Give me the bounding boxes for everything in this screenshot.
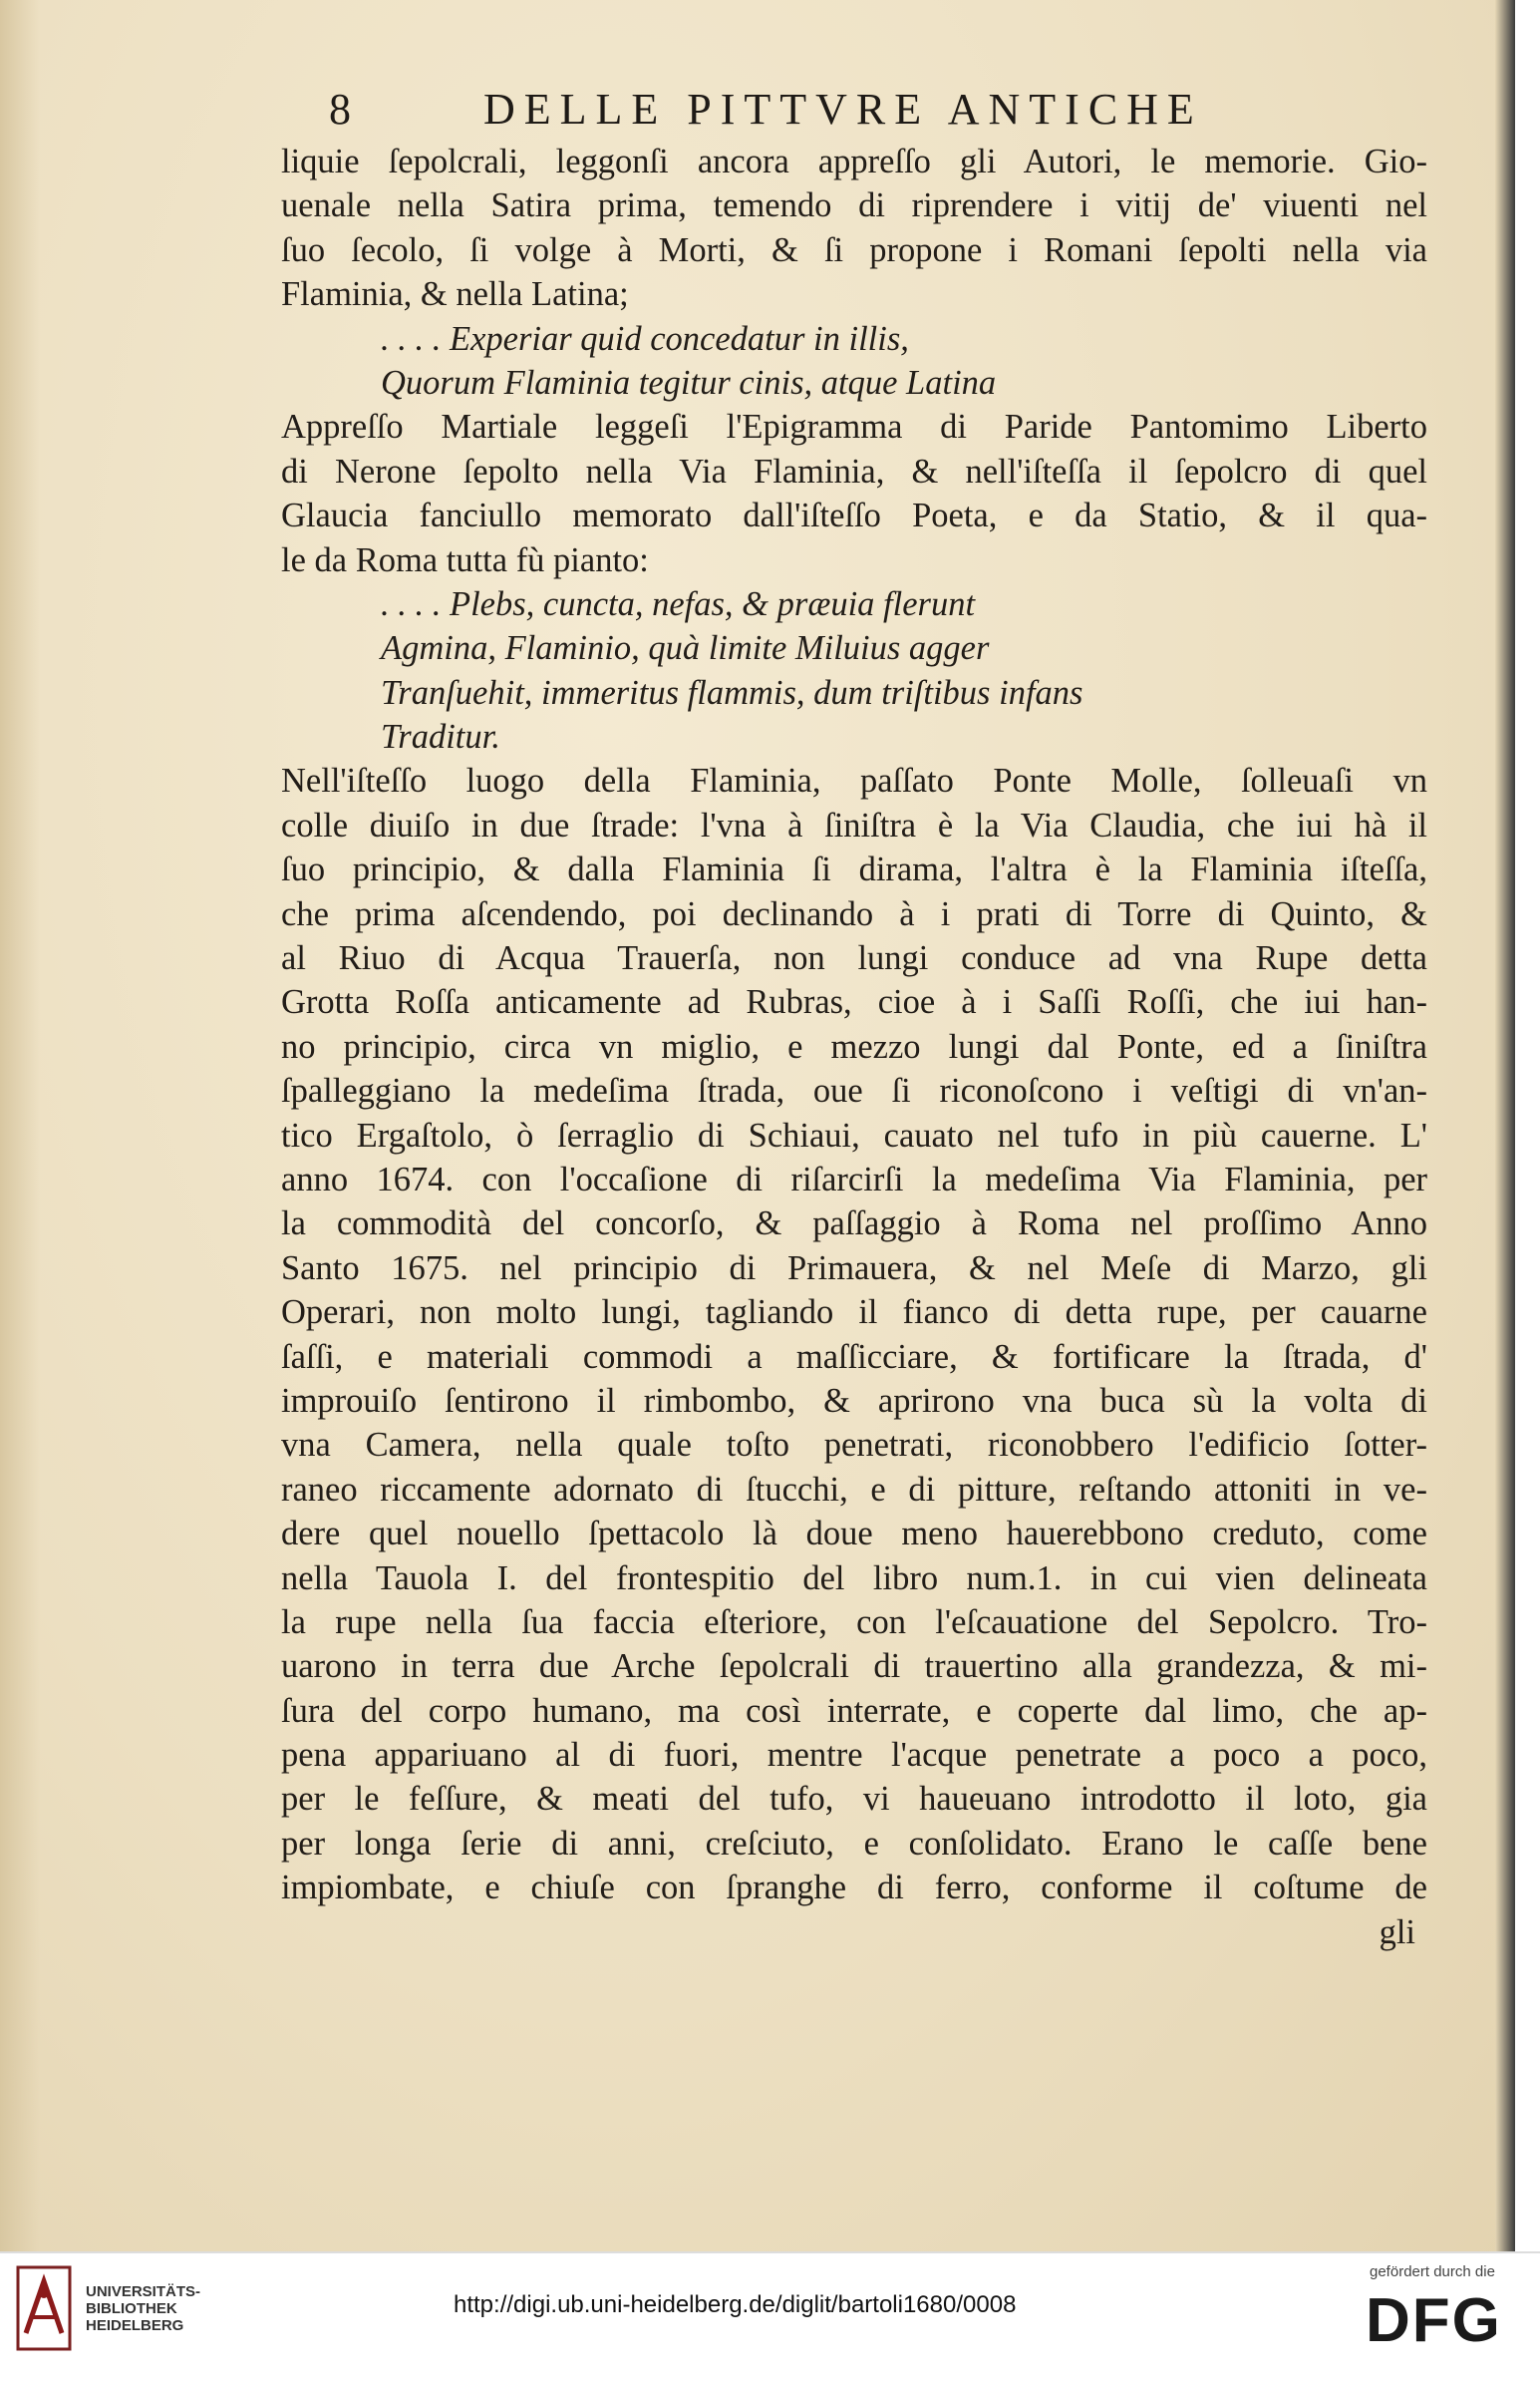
- text-line: . . . . Plebs, cuncta, nefas, & præuia flerunt: [381, 584, 976, 623]
- text-line: Agmina, Flaminio, quà limite Miluius agger: [381, 629, 990, 668]
- text-line: Appreſſo Martiale leggeſi l'Epigramma di Paride Pantomimo Liberto: [281, 408, 1427, 447]
- text-line: Nell'iſteſſo luogo della Flaminia, paſſato Ponte Molle, ſolleuaſi vn: [281, 762, 1427, 801]
- permalink-url[interactable]: http://digi.ub.uni-heidelberg.de/diglit/bartoli1680/0008: [454, 2291, 1017, 2318]
- library-name: [86, 2283, 200, 2334]
- text-line: per longa ſerie di anni, creſciuto, e conſolidato. Erano le caſſe bene: [281, 1824, 1427, 1863]
- text-line: Glaucia fanciullo memorato dall'iſteſſo Poeta, e da Statio, & il qua-: [281, 497, 1427, 535]
- text-line: colle diuiſo in due ſtrade: l'vna à ſiniſtra è la Via Claudia, che iui hà il: [281, 806, 1427, 845]
- text-line: nella Tauola I. del frontespitio del libro num.1. in cui vien delineata: [281, 1558, 1427, 1597]
- text-line: Santo 1675. nel principio di Primauera, & nel Meſe di Marzo, gli: [281, 1248, 1427, 1287]
- dfg-logo[interactable]: DFG: [1366, 2286, 1502, 2355]
- text-line: . . . . Experiar quid concedatur in illis,: [381, 319, 909, 358]
- text-line: ſaſſi, e materiali commodi a maſſicciare, & fortificare la ſtrada, d': [281, 1337, 1427, 1376]
- text-line: Grotta Roſſa anticamente ad Rubras, cioe à i Saſſi Roſſi, che iui han-: [281, 983, 1427, 1022]
- text-line: Traditur.: [381, 718, 500, 757]
- text-line: uenale nella Satira prima, temendo di riprendere i vitij de' viuenti nel: [281, 186, 1427, 225]
- text-line: che prima aſcendendo, poi declinando à i prati di Torre di Quinto, &: [281, 894, 1427, 933]
- text-line: al Riuo di Acqua Trauerſa, non lungi conduce ad vna Rupe detta: [281, 939, 1427, 978]
- library-name-line: HEIDELBERG: [86, 2317, 184, 2334]
- text-line: Flaminia, & nella Latina;: [281, 275, 629, 314]
- text-line: impiombate, e chiuſe con ſpranghe di ferro, conforme il coſtume de: [281, 1869, 1427, 1907]
- text-line: per le feſſure, & meati del tufo, vi haueuano introdotto il loto, gia: [281, 1780, 1427, 1819]
- text-line: Quorum Flaminia tegitur cinis, atque Latina: [381, 363, 997, 402]
- text-line: raneo riccamente adornato di ſtucchi, e di pitture, reſtando attoniti in ve-: [281, 1470, 1427, 1509]
- text-line: Operari, non molto lungi, tagliando il fianco di detta rupe, per cauarne: [281, 1293, 1427, 1332]
- text-line: Tranſuehit, immeritus flammis, dum triſtibus infans: [381, 673, 1083, 712]
- text-line: no principio, circa vn miglio, e mezzo lungi dal Ponte, ed a ſiniſtra: [281, 1027, 1427, 1066]
- text-line: liquie ſepolcrali, leggonſi ancora appreſſo gli Autori, le memorie. Gio-: [281, 143, 1427, 180]
- library-name-line: BIBLIOTHEK: [86, 2300, 177, 2317]
- text-line: ſuo principio, & dalla Flaminia ſi dirama, l'altra è la Flaminia iſteſſa,: [281, 851, 1427, 889]
- university-library-logo-icon[interactable]: [14, 2263, 74, 2353]
- text-line: ſpalleggiano la medeſima ſtrada, oue ſi riconoſcono i veſtigi di vn'an-: [281, 1072, 1427, 1111]
- body-text: [281, 140, 1427, 1954]
- page-number: 8: [329, 85, 351, 134]
- text-line: pena appariuano al di fuori, mentre l'acque penetrate a poco a poco,: [281, 1736, 1427, 1775]
- text-line: ſuo ſecolo, ſi volge à Morti, & ſi propone i Romani ſepolti nella via: [281, 230, 1427, 269]
- text-line: anno 1674. con l'occaſione di riſarcirſi la medeſima Via Flaminia, per: [281, 1160, 1427, 1198]
- running-title: DELLE PITTVRE ANTICHE: [483, 85, 1203, 134]
- page-edge: [1495, 0, 1515, 2251]
- text-line: tico Ergaſtolo, ò ſerraglio di Schiaui, cauato nel tufo in più cauerne. L': [281, 1116, 1427, 1155]
- library-name-line: UNIVERSITÄTS-: [86, 2283, 201, 2300]
- text-line: vna Camera, nella quale toſto penetrati, riconobbero l'edificio ſotter-: [281, 1426, 1427, 1465]
- gutter-shadow: [0, 0, 40, 2251]
- text-line: la rupe nella ſua faccia eſteriore, con l'eſcauatione del Sepolcro. Tro-: [281, 1602, 1427, 1641]
- text-line: di Nerone ſepolto nella Via Flaminia, & nell'iſteſſa il ſepolcro di quel: [281, 452, 1427, 491]
- funding-caption: gefördert durch die: [1370, 2263, 1495, 2280]
- text-line: gli: [1379, 1912, 1415, 1951]
- text-line: uarono in terra due Arche ſepolcrali di trauertino alla grandezza, & mi-: [281, 1647, 1427, 1686]
- text-line: dere quel nouello ſpettacolo là doue meno hauerebbono creduto, come: [281, 1515, 1427, 1553]
- text-line: la commodità del concorſo, & paſſaggio à Roma nel proſſimo Anno: [281, 1204, 1427, 1243]
- text-line: ſura del corpo humano, ma così interrate, e coperte dal limo, che ap-: [281, 1691, 1427, 1730]
- text-line: improuiſo ſentirono il rimbombo, & aprirono vna buca sù la volta di: [281, 1381, 1427, 1420]
- text-line: le da Roma tutta fù pianto:: [281, 540, 649, 579]
